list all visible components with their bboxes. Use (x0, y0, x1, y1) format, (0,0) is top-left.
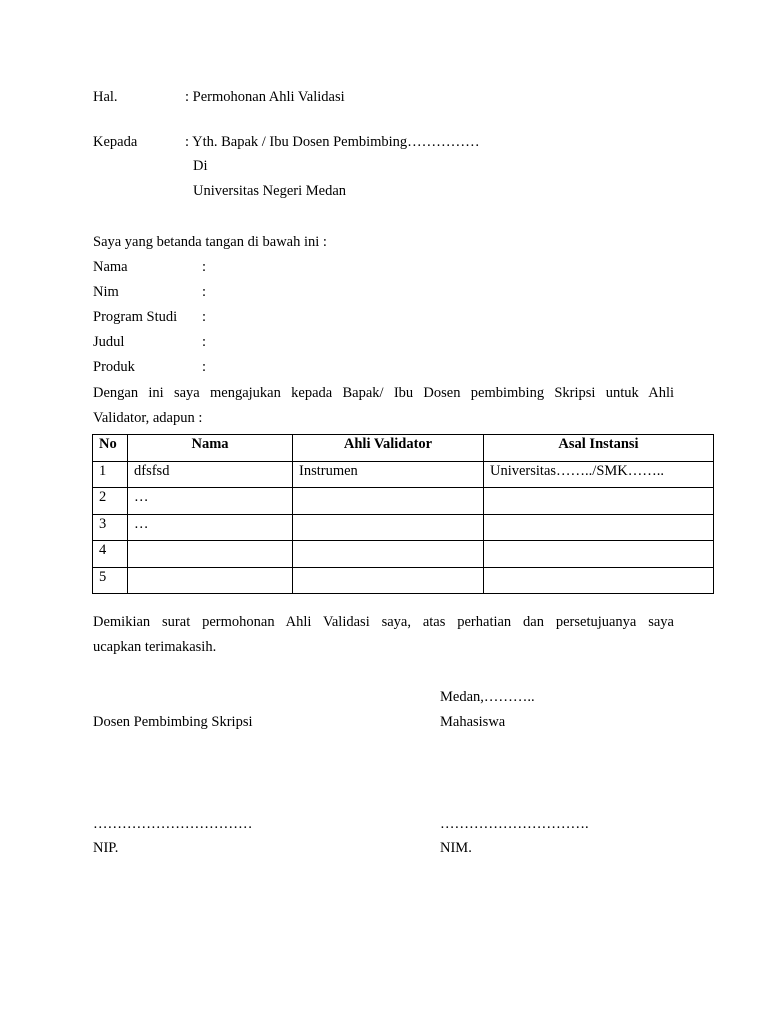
closing-line-2: ucapkan terimakasih. (93, 639, 217, 655)
table-cell-ahli-validator (293, 567, 484, 594)
table-cell-asal-instansi (484, 488, 714, 515)
table-row (93, 567, 714, 594)
table-cell-asal-instansi (484, 567, 714, 594)
table-cell-nama: … (128, 488, 293, 515)
table-cell-no: 2 (93, 488, 128, 515)
field-nama-label: Nama (93, 259, 128, 275)
table-cell-asal-instansi (484, 514, 714, 541)
table-cell-nama (128, 541, 293, 568)
table-cell-ahli-validator (293, 514, 484, 541)
table-cell-no: 1 (93, 461, 128, 488)
table-header-no: No (93, 435, 128, 462)
field-nim-label: Nim (93, 284, 119, 300)
closing-line-1: Demikian surat permohonan Ahli Validasi saya, atas perhatian dan persetujuanya saya (93, 614, 674, 630)
field-judul-label: Judul (93, 334, 125, 350)
table-cell-asal-instansi: Universitas……../SMK…….. (484, 461, 714, 488)
field-produk-colon: : (202, 359, 207, 375)
table-row (93, 541, 714, 568)
request-line-1: Dengan ini saya mengajukan kepada Bapak/ Ibu Dosen pembimbing Skripsi untuk Ahli (93, 385, 674, 401)
table-header-nama: Nama (128, 435, 293, 462)
field-produk-label: Produk (93, 359, 135, 375)
request-line-2: Validator, adapun : (93, 410, 203, 426)
table-row (93, 461, 714, 488)
field-prodi-colon: : (202, 309, 207, 325)
kepada-label: Kepada (93, 134, 138, 150)
signer-right-title: Mahasiswa (440, 714, 506, 730)
hal-label: Hal. (93, 89, 118, 105)
table-cell-no: 3 (93, 514, 128, 541)
table-cell-no: 5 (93, 567, 128, 594)
field-judul-colon: : (202, 334, 207, 350)
table-cell-asal-instansi (484, 541, 714, 568)
hal-value: : Permohonan Ahli Validasi (185, 89, 345, 105)
table-row (93, 488, 714, 515)
kepada-di: Di (193, 158, 208, 174)
kepada-instansi: Universitas Negeri Medan (193, 183, 347, 199)
table-cell-ahli-validator (293, 541, 484, 568)
kepada-value: : Yth. Bapak / Ibu Dosen Pembimbing…………… (185, 134, 480, 150)
signature-line-right: …………………………. (440, 816, 589, 832)
table-cell-nama: … (128, 514, 293, 541)
field-prodi-label: Program Studi (93, 309, 178, 325)
validator-table (92, 434, 714, 594)
table-cell-no: 4 (93, 541, 128, 568)
intro-text: Saya yang betanda tangan di bawah ini : (93, 234, 327, 250)
signer-left-title: Dosen Pembimbing Skripsi (93, 714, 253, 730)
table-row (93, 514, 714, 541)
table-header-ahli-validator: Ahli Validator (293, 435, 484, 462)
table-header-row (93, 435, 714, 462)
place-date: Medan,……….. (440, 689, 535, 705)
signer-right-id: NIM. (440, 840, 472, 856)
signer-left-id: NIP. (93, 840, 119, 856)
table-cell-nama: dfsfsd (128, 461, 293, 488)
table-cell-ahli-validator: Instrumen (293, 461, 484, 488)
signature-line-left: …………………………… (93, 816, 253, 832)
table-cell-ahli-validator (293, 488, 484, 515)
field-nama-colon: : (202, 259, 207, 275)
field-nim-colon: : (202, 284, 207, 300)
table-cell-nama (128, 567, 293, 594)
table-header-asal-instansi: Asal Instansi (484, 435, 714, 462)
